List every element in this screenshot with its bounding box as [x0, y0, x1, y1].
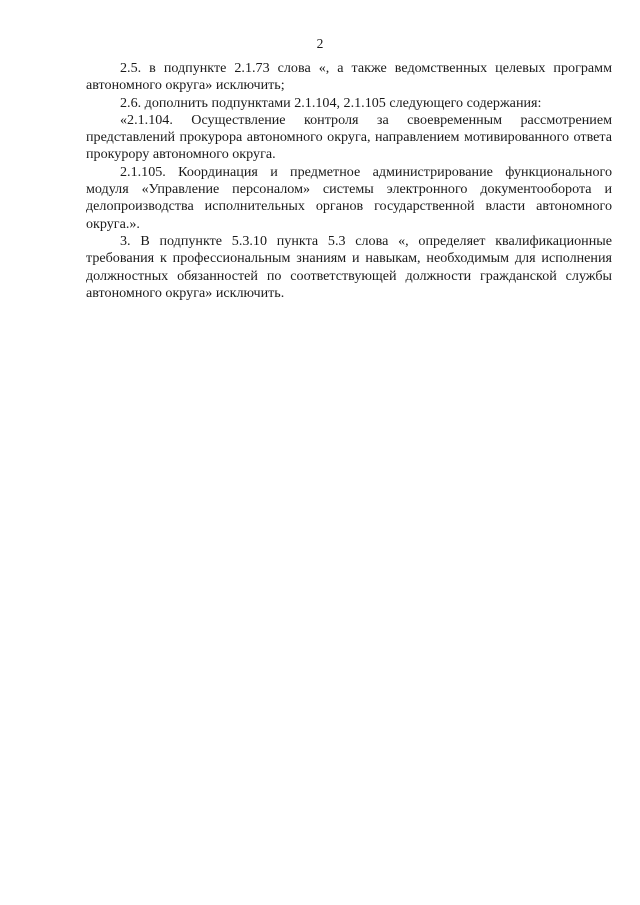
paragraph-2-6: 2.6. дополнить подпунктами 2.1.104, 2.1.105 следующего содержания: [120, 94, 542, 111]
document-body [86, 60, 612, 302]
page-number: 2 [316, 36, 324, 51]
paragraph-2-5: 2.5. в подпункте 2.1.73 слова «, а также ведомственных целевых программ автономного округа» исключить; [86, 60, 612, 94]
paragraph-2-1-104: «2.1.104. Осуществление контроля за своевременным рассмотрением представлений прокурора автономного округа, направлением мотивированного ответа прокурору автономного округа. [86, 111, 612, 163]
paragraph-2-1-105: 2.1.105. Координация и предметное администрирование функционального модуля «Управление персоналом» системы электронного документооборота и делопроизводства исполнительных органов государственной власти автономного округа.». [86, 163, 612, 232]
paragraph-3: 3. В подпункте 5.3.10 пункта 5.3 слова «, определяет квалификационные требования к профессиональным знаниям и навыкам, необходимым для исполнения должностных обязанностей по соответствующей должности гражданской службы автономного округа» исключить. [86, 232, 612, 301]
